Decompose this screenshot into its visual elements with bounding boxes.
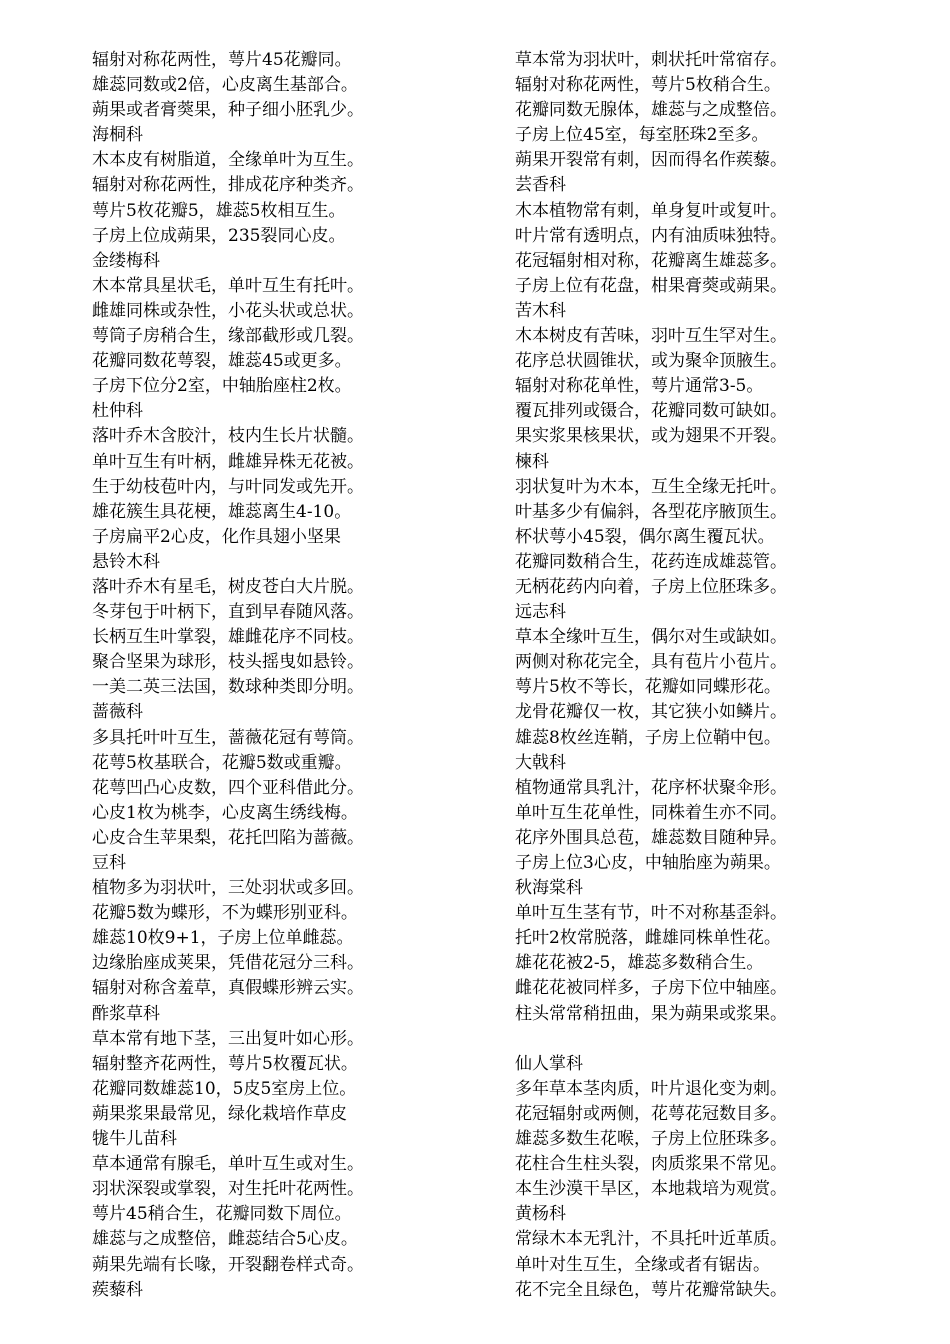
text-line: 雄蕊同数或2倍，心皮离生基部合。 bbox=[92, 75, 358, 96]
text-line: 草本全缘叶互生，偶尔对生或缺如。 bbox=[515, 627, 787, 648]
text-line: 萼筒子房稍合生，缘部截形或几裂。 bbox=[92, 326, 364, 347]
text-line: 辐射整齐花两性，萼片5枚覆瓦状。 bbox=[92, 1053, 358, 1074]
text-line: 蒴果先端有长喙，开裂翻卷样式奇。 bbox=[92, 1254, 364, 1275]
text-line: 悬铃木科 bbox=[92, 551, 160, 572]
text-line: 木本植物常有刺，单身复叶或复叶。 bbox=[515, 200, 787, 221]
text-line: 萼片45稍合生，花瓣同数下周位。 bbox=[92, 1204, 352, 1225]
text-line: 子房上位成蒴果，235裂同心皮。 bbox=[92, 225, 346, 246]
text-line: 牻牛儿苗科 bbox=[92, 1129, 177, 1150]
text-line: 草本常有地下茎，三出复叶如心形。 bbox=[92, 1028, 364, 1049]
text-line: 子房上位45室，每室胚珠2至多。 bbox=[515, 125, 769, 146]
text-line: 大戟科 bbox=[515, 752, 566, 773]
text-line: 子房上位有花盘，柑果膏葖或蒴果。 bbox=[515, 275, 787, 296]
text-line: 花萼凹凸心皮数，四个亚科借此分。 bbox=[92, 777, 364, 798]
text-line: 草本常为羽状叶，刺状托叶常宿存。 bbox=[515, 50, 787, 70]
text-line: 子房扁平2心皮，化作具翅小坚果 bbox=[92, 526, 341, 547]
text-line: 雌雄同株或杂性，小花头状或总状。 bbox=[92, 300, 364, 321]
blank-line bbox=[515, 1027, 935, 1052]
text-line: 海桐科 bbox=[92, 125, 143, 146]
text-line: 常绿木本无乳汁，不具托叶近革质。 bbox=[515, 1229, 787, 1250]
text-line: 雄蕊8枚丝连鞘，子房上位鞘中包。 bbox=[515, 727, 781, 748]
text-line: 花不完全且绿色，萼片花瓣常缺失。 bbox=[515, 1279, 787, 1300]
text-line: 聚合坚果为球形，枝头摇曳如悬铃。 bbox=[92, 652, 364, 673]
text-line: 植物通常具乳汁，花序杯状聚伞形。 bbox=[515, 777, 787, 798]
text-line: 长柄互生叶掌裂，雄雌花序不同枝。 bbox=[92, 627, 364, 648]
text-line: 花柱合生柱头裂，肉质浆果不常见。 bbox=[515, 1154, 787, 1175]
text-line: 花瓣同数无腺体，雄蕊与之成整倍。 bbox=[515, 100, 787, 121]
text-line: 杜仲科 bbox=[92, 401, 143, 422]
text-line: 子房下位分2室，中轴胎座柱2枚。 bbox=[92, 376, 352, 397]
text-line: 花冠辐射或两侧，花萼花冠数目多。 bbox=[515, 1103, 787, 1124]
text-line: 托叶2枚常脱落，雌雄同株单性花。 bbox=[515, 928, 781, 949]
text-line: 杯状萼小45裂，偶尔离生覆瓦状。 bbox=[515, 526, 775, 547]
text-line: 花瓣同数雄蕊10，5皮5室房上位。 bbox=[92, 1078, 357, 1099]
text-line: 萼片5枚花瓣5，雄蕊5枚相互生。 bbox=[92, 200, 346, 221]
text-line: 辐射对称花两性，萼片45花瓣同。 bbox=[92, 50, 352, 70]
text-line: 辐射对称花两性，萼片5枚稍合生。 bbox=[515, 75, 781, 96]
text-line: 冬芽包于叶柄下，直到早春随风落。 bbox=[92, 602, 364, 623]
text-line: 叶基多少有偏斜，各型花序腋顶生。 bbox=[515, 501, 787, 522]
text-line: 木本常具星状毛，单叶互生有托叶。 bbox=[92, 275, 364, 296]
text-line: 蒴果开裂常有刺，因而得名作蒺藜。 bbox=[515, 150, 787, 171]
text-line: 心皮1枚为桃李，心皮离生绣线梅。 bbox=[92, 802, 358, 823]
text-line: 金缕梅科 bbox=[92, 250, 160, 271]
text-line: 花序总状圆锥状，或为聚伞顶腋生。 bbox=[515, 351, 787, 372]
text-line: 落叶乔木有星毛，树皮苍白大片脱。 bbox=[92, 576, 364, 597]
text-line: 楝科 bbox=[515, 451, 549, 472]
text-line: 无柄花药内向着，子房上位胚珠多。 bbox=[515, 576, 787, 597]
text-line: 花瓣同数稍合生，花药连成雄蕊管。 bbox=[515, 551, 787, 572]
text-line: 蒴果浆果最常见，绿化栽培作草皮 bbox=[92, 1103, 347, 1124]
text-line: 叶片常有透明点，内有油质味独特。 bbox=[515, 225, 787, 246]
text-line: 花序外围具总苞，雄蕊数目随种异。 bbox=[515, 827, 787, 848]
text-line: 雄蕊与之成整倍，雌蕊结合5心皮。 bbox=[92, 1229, 358, 1250]
text-line: 木本皮有树脂道，全缘单叶为互生。 bbox=[92, 150, 364, 171]
text-line: 辐射对称花单性，萼片通常3-5。 bbox=[515, 376, 764, 397]
text-line: 雄蕊10枚9+1，子房上位单雌蕊。 bbox=[92, 928, 354, 949]
left-text-column bbox=[92, 48, 512, 1303]
text-line: 生于幼枝苞叶内，与叶同发或先开。 bbox=[92, 476, 364, 497]
text-line: 辐射对称花两性，排成花序种类齐。 bbox=[92, 175, 364, 196]
text-line: 落叶乔木含胶汁，枝内生长片状髓。 bbox=[92, 426, 364, 447]
text-line: 豆科 bbox=[92, 853, 126, 873]
right-text-column bbox=[515, 48, 935, 1303]
text-line: 本生沙漠干旱区，本地栽培为观赏。 bbox=[515, 1179, 787, 1200]
text-line: 植物多为羽状叶，三处羽状或多回。 bbox=[92, 878, 364, 899]
text-line: 远志科 bbox=[515, 602, 566, 623]
text-line: 苦木科 bbox=[515, 300, 566, 321]
text-line: 酢浆草科 bbox=[92, 1003, 160, 1024]
text-line: 心皮合生苹果梨，花托凹陷为蔷薇。 bbox=[92, 827, 364, 848]
text-line: 芸香科 bbox=[515, 175, 566, 196]
text-line: 雌花花被同样多，子房下位中轴座。 bbox=[515, 978, 787, 999]
text-line: 木本树皮有苦味，羽叶互生罕对生。 bbox=[515, 326, 787, 347]
text-line: 花瓣同数花萼裂，雄蕊45或更多。 bbox=[92, 351, 352, 372]
text-line: 边缘胎座成荚果，凭借花冠分三科。 bbox=[92, 953, 364, 974]
text-line: 果实浆果核果状，或为翅果不开裂。 bbox=[515, 426, 787, 447]
text-line: 多具托叶叶互生，蔷薇花冠有萼筒。 bbox=[92, 727, 364, 748]
text-line: 辐射对称含羞草，真假蝶形辨云实。 bbox=[92, 978, 364, 999]
text-line: 黄杨科 bbox=[515, 1204, 566, 1225]
text-line: 草本通常有腺毛，单叶互生或对生。 bbox=[92, 1154, 364, 1175]
text-line: 单叶互生花单性，同株着生亦不同。 bbox=[515, 802, 787, 823]
text-line: 仙人掌科 bbox=[515, 1053, 583, 1074]
text-line: 覆瓦排列或镊合，花瓣同数可缺如。 bbox=[515, 401, 787, 422]
text-line: 雄花花被2-5，雄蕊多数稍合生。 bbox=[515, 953, 764, 974]
text-line: 雄花簇生具花梗，雄蕊离生4-10。 bbox=[92, 501, 352, 522]
text-line: 蒴果或者膏葖果，种子细小胚乳少。 bbox=[92, 100, 364, 121]
text-line: 多年草本茎肉质，叶片退化变为刺。 bbox=[515, 1078, 787, 1099]
text-line: 单叶互生有叶柄，雌雄异株无花被。 bbox=[92, 451, 364, 472]
text-line: 蒺藜科 bbox=[92, 1279, 143, 1300]
text-line: 蔷薇科 bbox=[92, 702, 143, 723]
text-line: 单叶互生茎有节，叶不对称基歪斜。 bbox=[515, 903, 787, 924]
text-line: 花冠辐射相对称，花瓣离生雄蕊多。 bbox=[515, 250, 787, 271]
text-line: 单叶对生互生，全缘或者有锯齿。 bbox=[515, 1254, 770, 1275]
text-line: 雄蕊多数生花喉，子房上位胚珠多。 bbox=[515, 1129, 787, 1150]
text-line: 羽状深裂或掌裂，对生托叶花两性。 bbox=[92, 1179, 364, 1200]
text-line: 一美二英三法国，数球种类即分明。 bbox=[92, 677, 364, 698]
text-line: 花瓣5数为蝶形，不为蝶形别亚科。 bbox=[92, 903, 358, 924]
text-line: 秋海棠科 bbox=[515, 878, 583, 899]
text-line: 两侧对称花完全，具有苞片小苞片。 bbox=[515, 652, 787, 673]
text-line: 萼片5枚不等长，花瓣如同蝶形花。 bbox=[515, 677, 781, 698]
text-line: 子房上位3心皮，中轴胎座为蒴果。 bbox=[515, 853, 781, 873]
text-line: 羽状复叶为木本，互生全缘无托叶。 bbox=[515, 476, 787, 497]
text-line: 柱头常常稍扭曲，果为蒴果或浆果。 bbox=[515, 1003, 787, 1024]
text-line: 花萼5枚基联合，花瓣5数或重瓣。 bbox=[92, 752, 352, 773]
text-line: 龙骨花瓣仅一枚，其它狭小如鳞片。 bbox=[515, 702, 787, 723]
